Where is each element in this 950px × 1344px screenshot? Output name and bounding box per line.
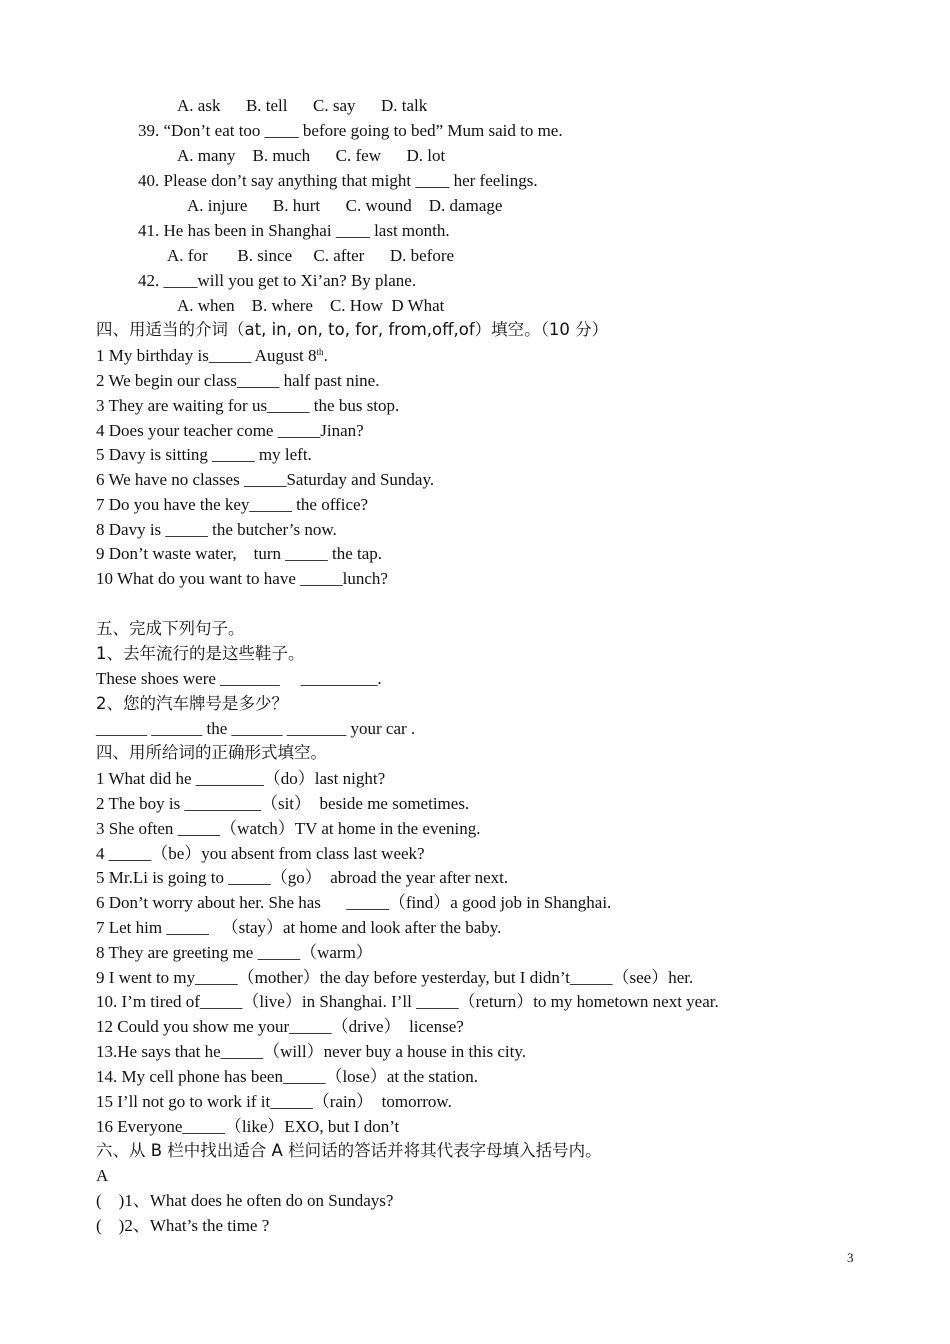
preposition-item: 6 We have no classes _____Saturday and Sunday. [96, 470, 435, 489]
word-form-item: 13.He says that he_____（will）never buy a house in this city. [96, 1042, 526, 1061]
section-title-prepositions: 四、用适当的介词（at, in, on, to, for, from,off,of）填空。（10 分） [96, 320, 609, 339]
word-form-item: 9 I went to my_____（mother）the day before yesterday, but I didn’t_____（see）her. [96, 968, 694, 987]
mc-question-42: 42. ____will you get to Xi’an? By plane. [138, 271, 417, 290]
ordinal-suffix: th [316, 347, 324, 357]
sentence-answer-2: ______ ______ the ______ _______ your car . [96, 719, 416, 738]
word-form-item: 15 I’ll not go to work if it_____（rain） tomorrow. [96, 1092, 452, 1111]
mc-options-42: A. when B. where C. How D What [177, 296, 445, 315]
preposition-item: 4 Does your teacher come _____Jinan? [96, 421, 364, 440]
word-form-item: 4 _____（be）you absent from class last week? [96, 844, 425, 863]
preposition-item-1 [96, 344, 328, 368]
sentence-answer-1: These shoes were _______ _________. [96, 669, 382, 688]
mc-question-41: 41. He has been in Shanghai ____ last month. [138, 221, 450, 240]
word-form-item: 12 Could you show me your_____（drive） license? [96, 1017, 464, 1036]
preposition-item-1-end: . [323, 346, 328, 365]
word-form-item: 5 Mr.Li is going to _____（go） abroad the year after next. [96, 868, 509, 887]
section-title-word-forms: 四、用所给词的正确形式填空。 [96, 743, 327, 762]
section-title-complete-sentences: 五、完成下列句子。 [96, 619, 245, 638]
word-form-item: 6 Don’t worry about her. She has _____（find）a good job in Shanghai. [96, 893, 612, 912]
preposition-item: 8 Davy is _____ the butcher’s now. [96, 520, 337, 539]
word-form-item: 1 What did he ________（do）last night? [96, 769, 386, 788]
word-form-item: 16 Everyone_____（like）EXO, but I don’t [96, 1117, 400, 1136]
preposition-item: 5 Davy is sitting _____ my left. [96, 445, 312, 464]
preposition-item-1-text: 1 My birthday is_____ August 8 [96, 346, 317, 365]
word-form-item: 2 The boy is _________（sit） beside me sometimes. [96, 794, 470, 813]
preposition-item: 9 Don’t waste water, turn _____ the tap. [96, 544, 383, 563]
column-a-label: A [96, 1166, 109, 1185]
word-form-item: 14. My cell phone has been_____（lose）at the station. [96, 1067, 478, 1086]
mc-options-39: A. many B. much C. few D. lot [177, 146, 446, 165]
section-title-matching: 六、从 B 栏中找出适合 A 栏问话的答话并将其代表字母填入括号内。 [96, 1141, 602, 1160]
word-form-item: 7 Let him _____ （stay）at home and look after the baby. [96, 918, 502, 937]
word-form-item: 3 She often _____（watch）TV at home in the evening. [96, 819, 481, 838]
sentence-prompt-2: 2、您的汽车牌号是多少？ [96, 694, 288, 713]
page-number: 3 [847, 1250, 854, 1265]
mc-options-38: A. ask B. tell C. say D. talk [177, 96, 428, 115]
mc-options-41: A. for B. since C. after D. before [167, 246, 455, 265]
preposition-item: 3 They are waiting for us_____ the bus stop. [96, 396, 400, 415]
mc-question-39: 39. “Don’t eat too ____ before going to bed” Mum said to me. [138, 121, 563, 140]
preposition-item: 2 We begin our class_____ half past nine. [96, 371, 380, 390]
mc-options-40: A. injure B. hurt C. wound D. damage [187, 196, 503, 215]
matching-item: ( )2、What’s the time ? [96, 1216, 270, 1235]
sentence-prompt-1: 1、去年流行的是这些鞋子。 [96, 644, 305, 663]
word-form-item: 10. I’m tired of_____（live）in Shanghai. I’ll _____（return）to my hometown next year. [96, 992, 719, 1011]
mc-question-40: 40. Please don’t say anything that might ____ her feelings. [138, 171, 538, 190]
word-form-item: 8 They are greeting me _____（warm） [96, 943, 373, 962]
preposition-item: 7 Do you have the key_____ the office? [96, 495, 369, 514]
matching-item: ( )1、What does he often do on Sundays? [96, 1191, 394, 1210]
preposition-item: 10 What do you want to have _____lunch? [96, 569, 388, 588]
